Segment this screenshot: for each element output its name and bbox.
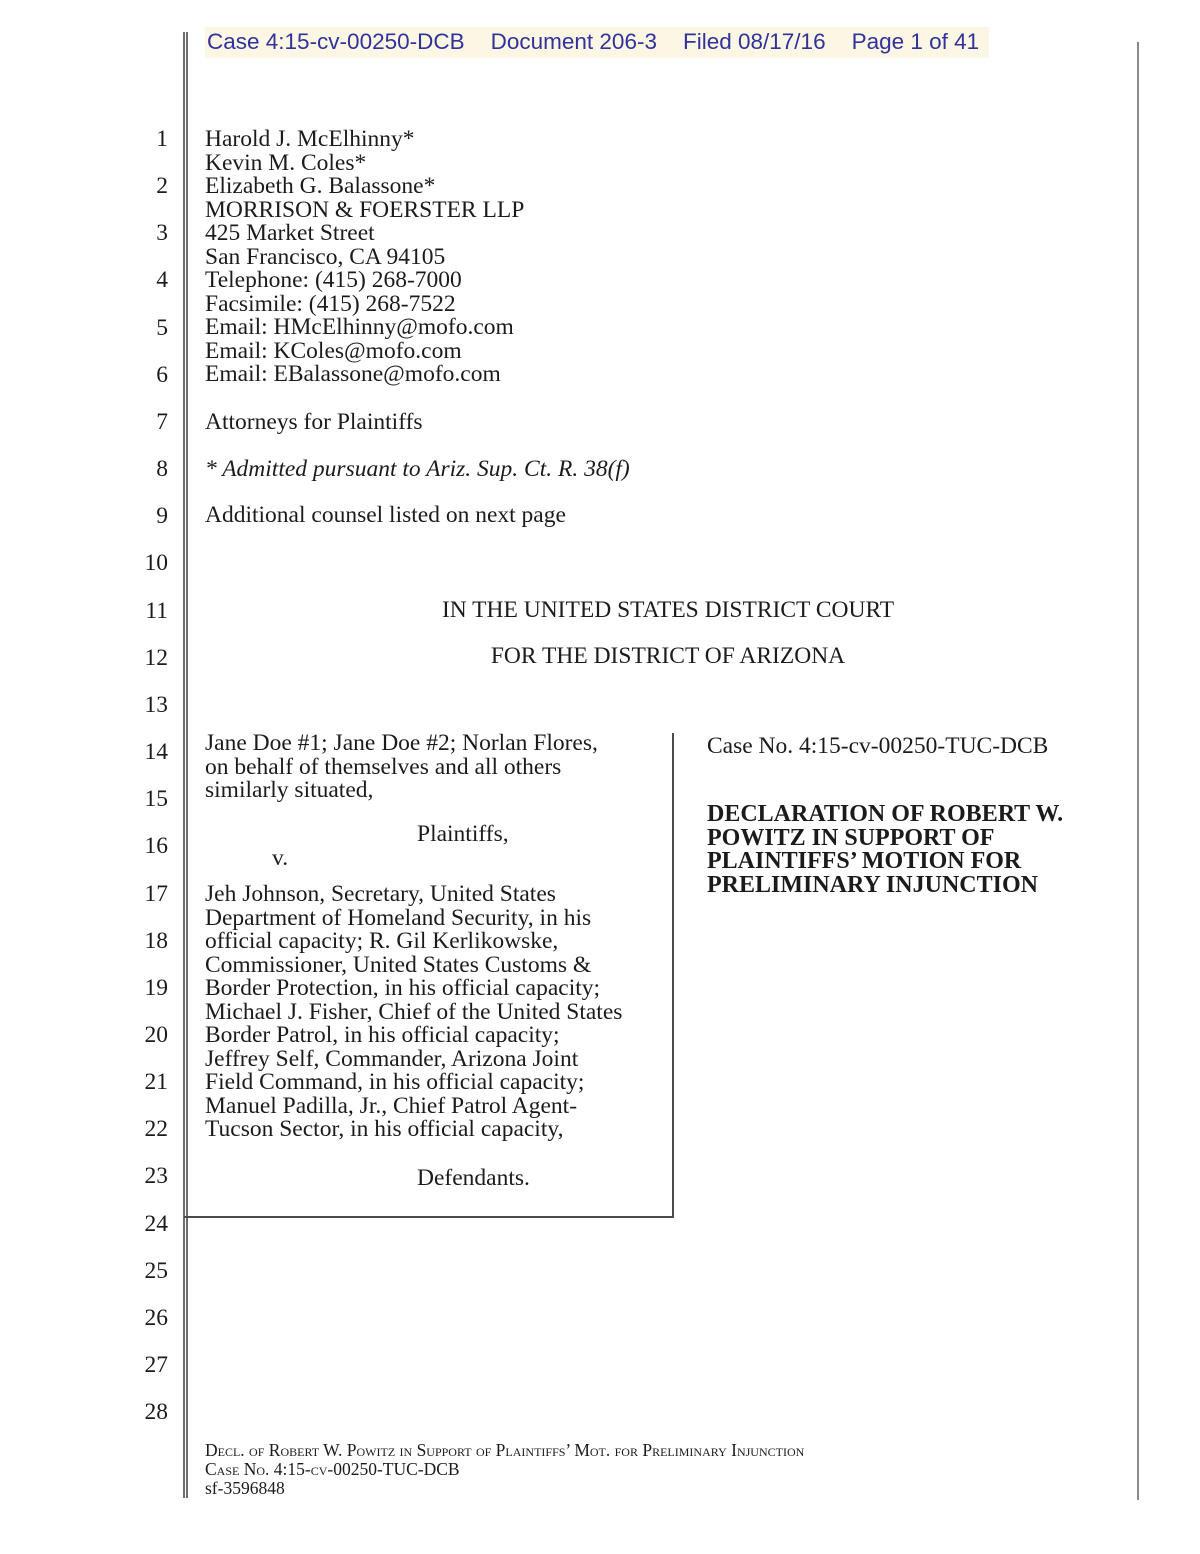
line-number: 8	[156, 456, 168, 483]
counsel-line: Facsimile: (415) 268-7522	[205, 290, 456, 317]
document-title	[707, 803, 1063, 897]
footer-filing-id: sf-3596848	[205, 1478, 285, 1499]
line-number: 19	[144, 974, 168, 1001]
counsel-line: Kevin M. Coles*	[205, 149, 367, 176]
defendant-line: Michael J. Fisher, Chief of the United States	[205, 998, 623, 1025]
defendants-label: Defendants.	[417, 1165, 530, 1191]
header-filed-date: Filed 08/17/16	[682, 29, 826, 54]
defendant-line: Tucson Sector, in his official capacity,	[205, 1116, 564, 1142]
defendants-block	[205, 883, 622, 1142]
counsel-line: Email: HMcElhinny@mofo.com	[205, 314, 514, 340]
defendant-line: Jeh Johnson, Secretary, United States	[205, 881, 556, 907]
plaintiff-line: similarly situated,	[205, 777, 374, 803]
counsel-line: 425 Market Street	[205, 220, 375, 246]
line-number: 9	[156, 503, 168, 530]
left-double-rule	[183, 32, 188, 1498]
line-number: 22	[144, 1116, 168, 1143]
document-title-line: POWITZ IN SUPPORT OF	[707, 824, 995, 851]
document-title-line: DECLARATION OF ROBERT W.	[707, 801, 1064, 827]
defendant-line: Field Command, in his official capacity;	[205, 1069, 585, 1095]
page-footer	[205, 1441, 804, 1499]
defendant-line: official capacity; R. Gil Kerlikowske,	[205, 928, 559, 954]
header-page-count: Page 1 of 41	[851, 29, 980, 54]
line-number: 4	[156, 267, 168, 294]
versus-label: v.	[272, 845, 289, 871]
counsel-line: Telephone: (415) 268-7000	[205, 267, 462, 293]
footer-title-line: Decl. of Robert W. Powitz in Support of Plaintiffs’ Mot. for Preliminary Injunction	[205, 1440, 805, 1460]
header-document-number: Document 206-3	[490, 29, 657, 54]
line-number: 13	[144, 691, 168, 718]
defendant-line: Commissioner, United States Customs &	[205, 951, 592, 978]
line-number: 3	[156, 220, 168, 247]
additional-counsel-note: Additional counsel listed on next page	[205, 502, 566, 528]
pacer-header	[205, 27, 989, 58]
document-title-line: PRELIMINARY INJUNCTION	[707, 871, 1038, 898]
defendant-line: Department of Homeland Security, in his	[205, 904, 592, 931]
line-number: 27	[144, 1352, 168, 1379]
plaintiffs-label: Plaintiffs,	[417, 821, 509, 847]
header-case-number: Case 4:15-cv-00250-DCB	[207, 29, 465, 54]
line-number: 7	[156, 408, 168, 435]
court-title-line1: IN THE UNITED STATES DISTRICT COURT	[441, 597, 895, 623]
counsel-line: Email: EBalassone@mofo.com	[205, 361, 501, 387]
document-title-line: PLAINTIFFS’ MOTION FOR	[707, 848, 1022, 875]
defendant-line: Border Protection, in his official capacity;	[205, 975, 601, 1001]
line-number: 10	[144, 550, 168, 577]
line-number: 18	[144, 927, 168, 954]
footer-case-number: Case No. 4:15-cv-00250-TUC-DCB	[205, 1459, 460, 1480]
admission-note: * Admitted pursuant to Ariz. Sup. Ct. R. 38(f)	[205, 456, 630, 482]
counsel-line: Harold J. McElhinny*	[205, 126, 415, 152]
counsel-line: San Francisco, CA 94105	[205, 243, 446, 270]
counsel-line: Elizabeth G. Balassone*	[205, 173, 436, 199]
line-number: 20	[144, 1021, 168, 1048]
caption-box-divider	[672, 733, 674, 1217]
court-title-line2: FOR THE DISTRICT OF ARIZONA	[490, 643, 846, 669]
counsel-block	[205, 128, 524, 387]
line-number: 26	[144, 1304, 168, 1331]
line-number: 25	[144, 1257, 168, 1284]
line-number: 23	[144, 1163, 168, 1190]
counsel-line: MORRISON & FOERSTER LLP	[205, 196, 525, 223]
line-number: 28	[144, 1399, 168, 1426]
caption-box-bottom-border	[184, 1216, 674, 1218]
line-number: 12	[144, 644, 168, 671]
pleading-line-numbers	[100, 116, 168, 1436]
counsel-line: Email: KColes@mofo.com	[205, 337, 462, 364]
line-number: 21	[144, 1069, 168, 1096]
attorneys-for-line: Attorneys for Plaintiffs	[205, 409, 423, 435]
plaintiff-line: on behalf of themselves and all others	[205, 753, 562, 780]
line-number: 5	[156, 314, 168, 341]
defendant-line: Jeffrey Self, Commander, Arizona Joint	[205, 1045, 579, 1072]
plaintiff-line: Jane Doe #1; Jane Doe #2; Norlan Flores,	[205, 730, 598, 756]
line-number: 11	[145, 597, 168, 624]
defendant-line: Border Patrol, in his official capacity;	[205, 1022, 560, 1048]
line-number: 16	[144, 833, 168, 860]
line-number: 17	[144, 880, 168, 907]
defendant-line: Manuel Padilla, Jr., Chief Patrol Agent-	[205, 1092, 578, 1119]
case-number-line: Case No. 4:15-cv-00250-TUC-DCB	[707, 733, 1049, 759]
line-number: 6	[156, 361, 168, 388]
line-number: 1	[156, 126, 168, 152]
right-margin-rule	[1137, 42, 1139, 1500]
plaintiffs-block	[205, 732, 598, 803]
line-number: 24	[144, 1210, 168, 1237]
line-number: 14	[144, 739, 168, 766]
line-number: 15	[144, 786, 168, 813]
line-number: 2	[156, 173, 168, 200]
